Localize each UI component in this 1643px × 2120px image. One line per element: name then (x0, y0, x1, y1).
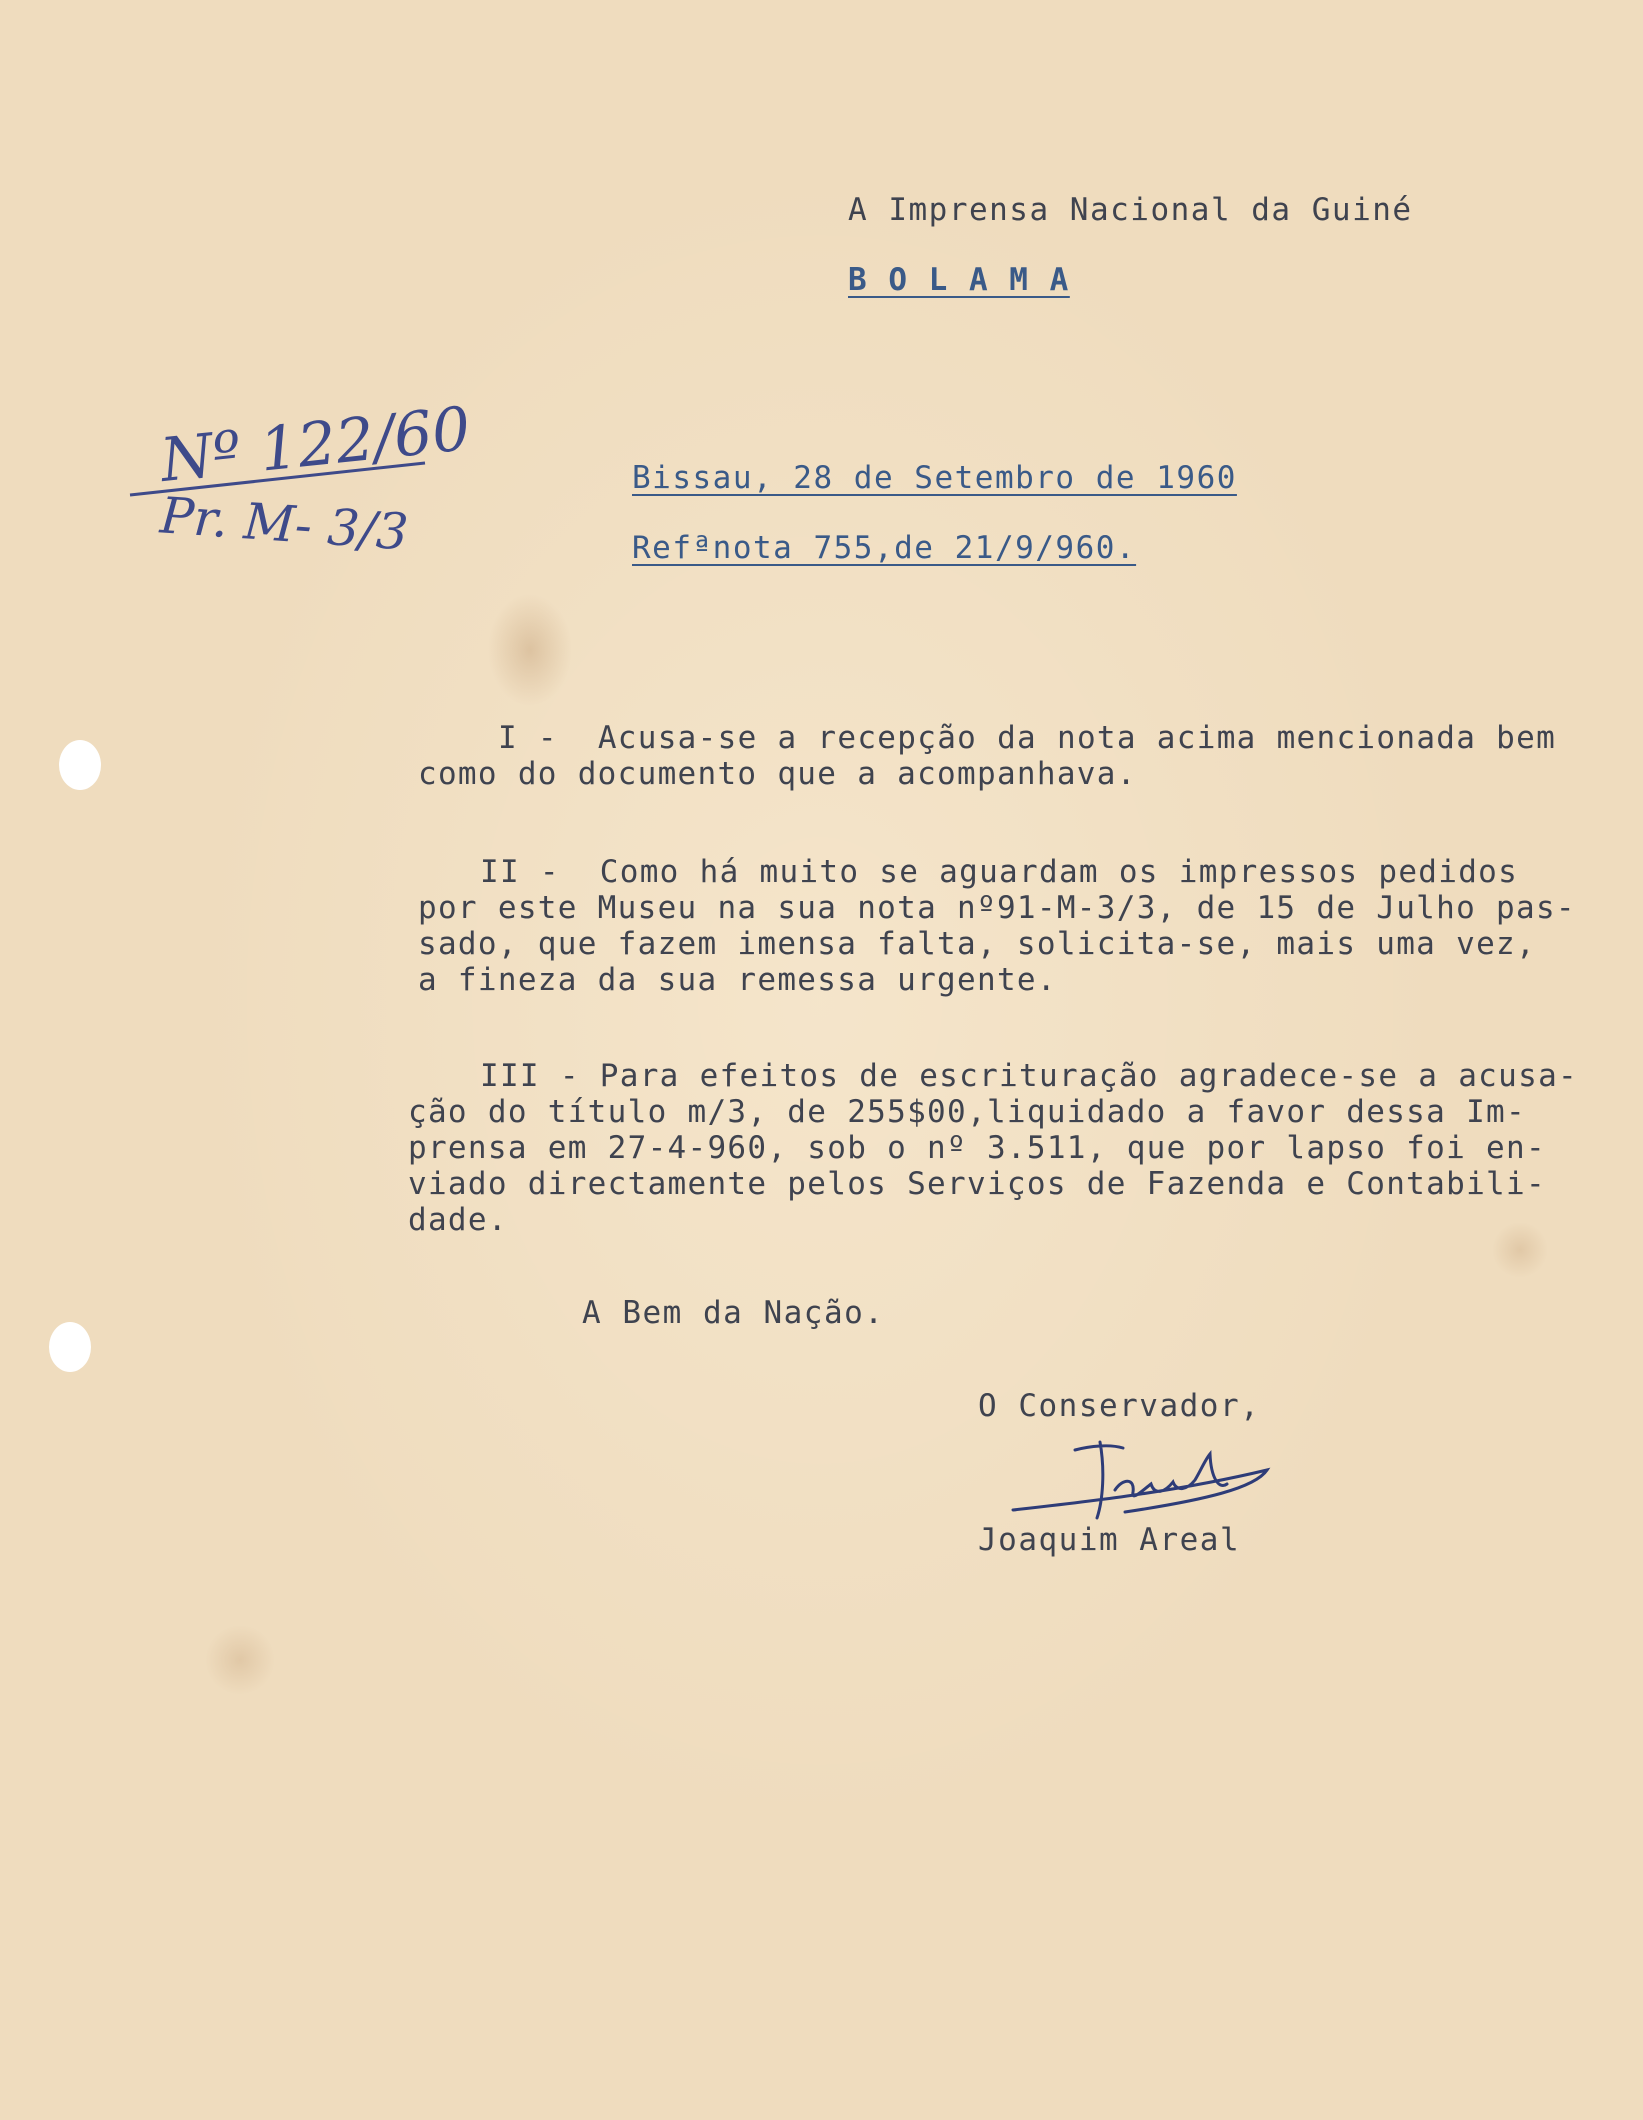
signatory-name: Joaquim Areal (978, 1522, 1241, 1558)
place-date: Bissau, 28 de Setembro de 1960 (632, 460, 1237, 496)
paragraph-3-line: dade. (408, 1202, 508, 1238)
paragraph-2 (418, 854, 1576, 998)
paragraph-3-line: viado directamente pelos Serviços de Fazenda e Contabili- (408, 1166, 1546, 1202)
recipient-city: B O L A M A (848, 262, 1070, 298)
handwritten-process: Pr. M- 3/3 (158, 486, 411, 562)
paragraph-2-line: por este Museu na sua nota nº91-M-3/3, de 15 de Julho pas- (418, 890, 1576, 926)
paragraph-2-line: sado, que fazem imensa falta, solicita-se, mais uma vez, (418, 926, 1536, 962)
paragraph-1-line: como do documento que a acompanhava. (418, 756, 1137, 792)
handwritten-number: Nº 122/60 (157, 393, 474, 497)
signatory-title: O Conservador, (978, 1388, 1261, 1424)
paragraph-3-line: prensa em 27-4-960, sob o nº 3.511, que por lapso foi en- (408, 1130, 1546, 1166)
paragraph-3-line: ção do título m/3, de 255$00,liquidado a favor dessa Im- (408, 1094, 1526, 1130)
recipient-line: A Imprensa Nacional da Guiné (848, 192, 1413, 228)
punch-hole-bottom (49, 1322, 91, 1372)
paragraph-1 (418, 720, 1556, 792)
salutation: A Bem da Nação. (582, 1295, 885, 1331)
paragraph-3-line: III - Para efeitos de escrituração agradece-se a acusa- (480, 1058, 1578, 1094)
paragraph-1-line: I - Acusa-se a recepção da nota acima mencionada bem (498, 720, 1557, 756)
paragraph-2-line: II - Como há muito se aguardam os impressos pedidos (480, 854, 1519, 890)
paragraph-3 (408, 1058, 1578, 1238)
punch-hole-top (59, 740, 101, 790)
paragraph-2-line: a fineza da sua remessa urgente. (418, 962, 1057, 998)
handwritten-underline (120, 455, 440, 495)
reference-note: Refªnota 755,de 21/9/960. (632, 530, 1137, 566)
